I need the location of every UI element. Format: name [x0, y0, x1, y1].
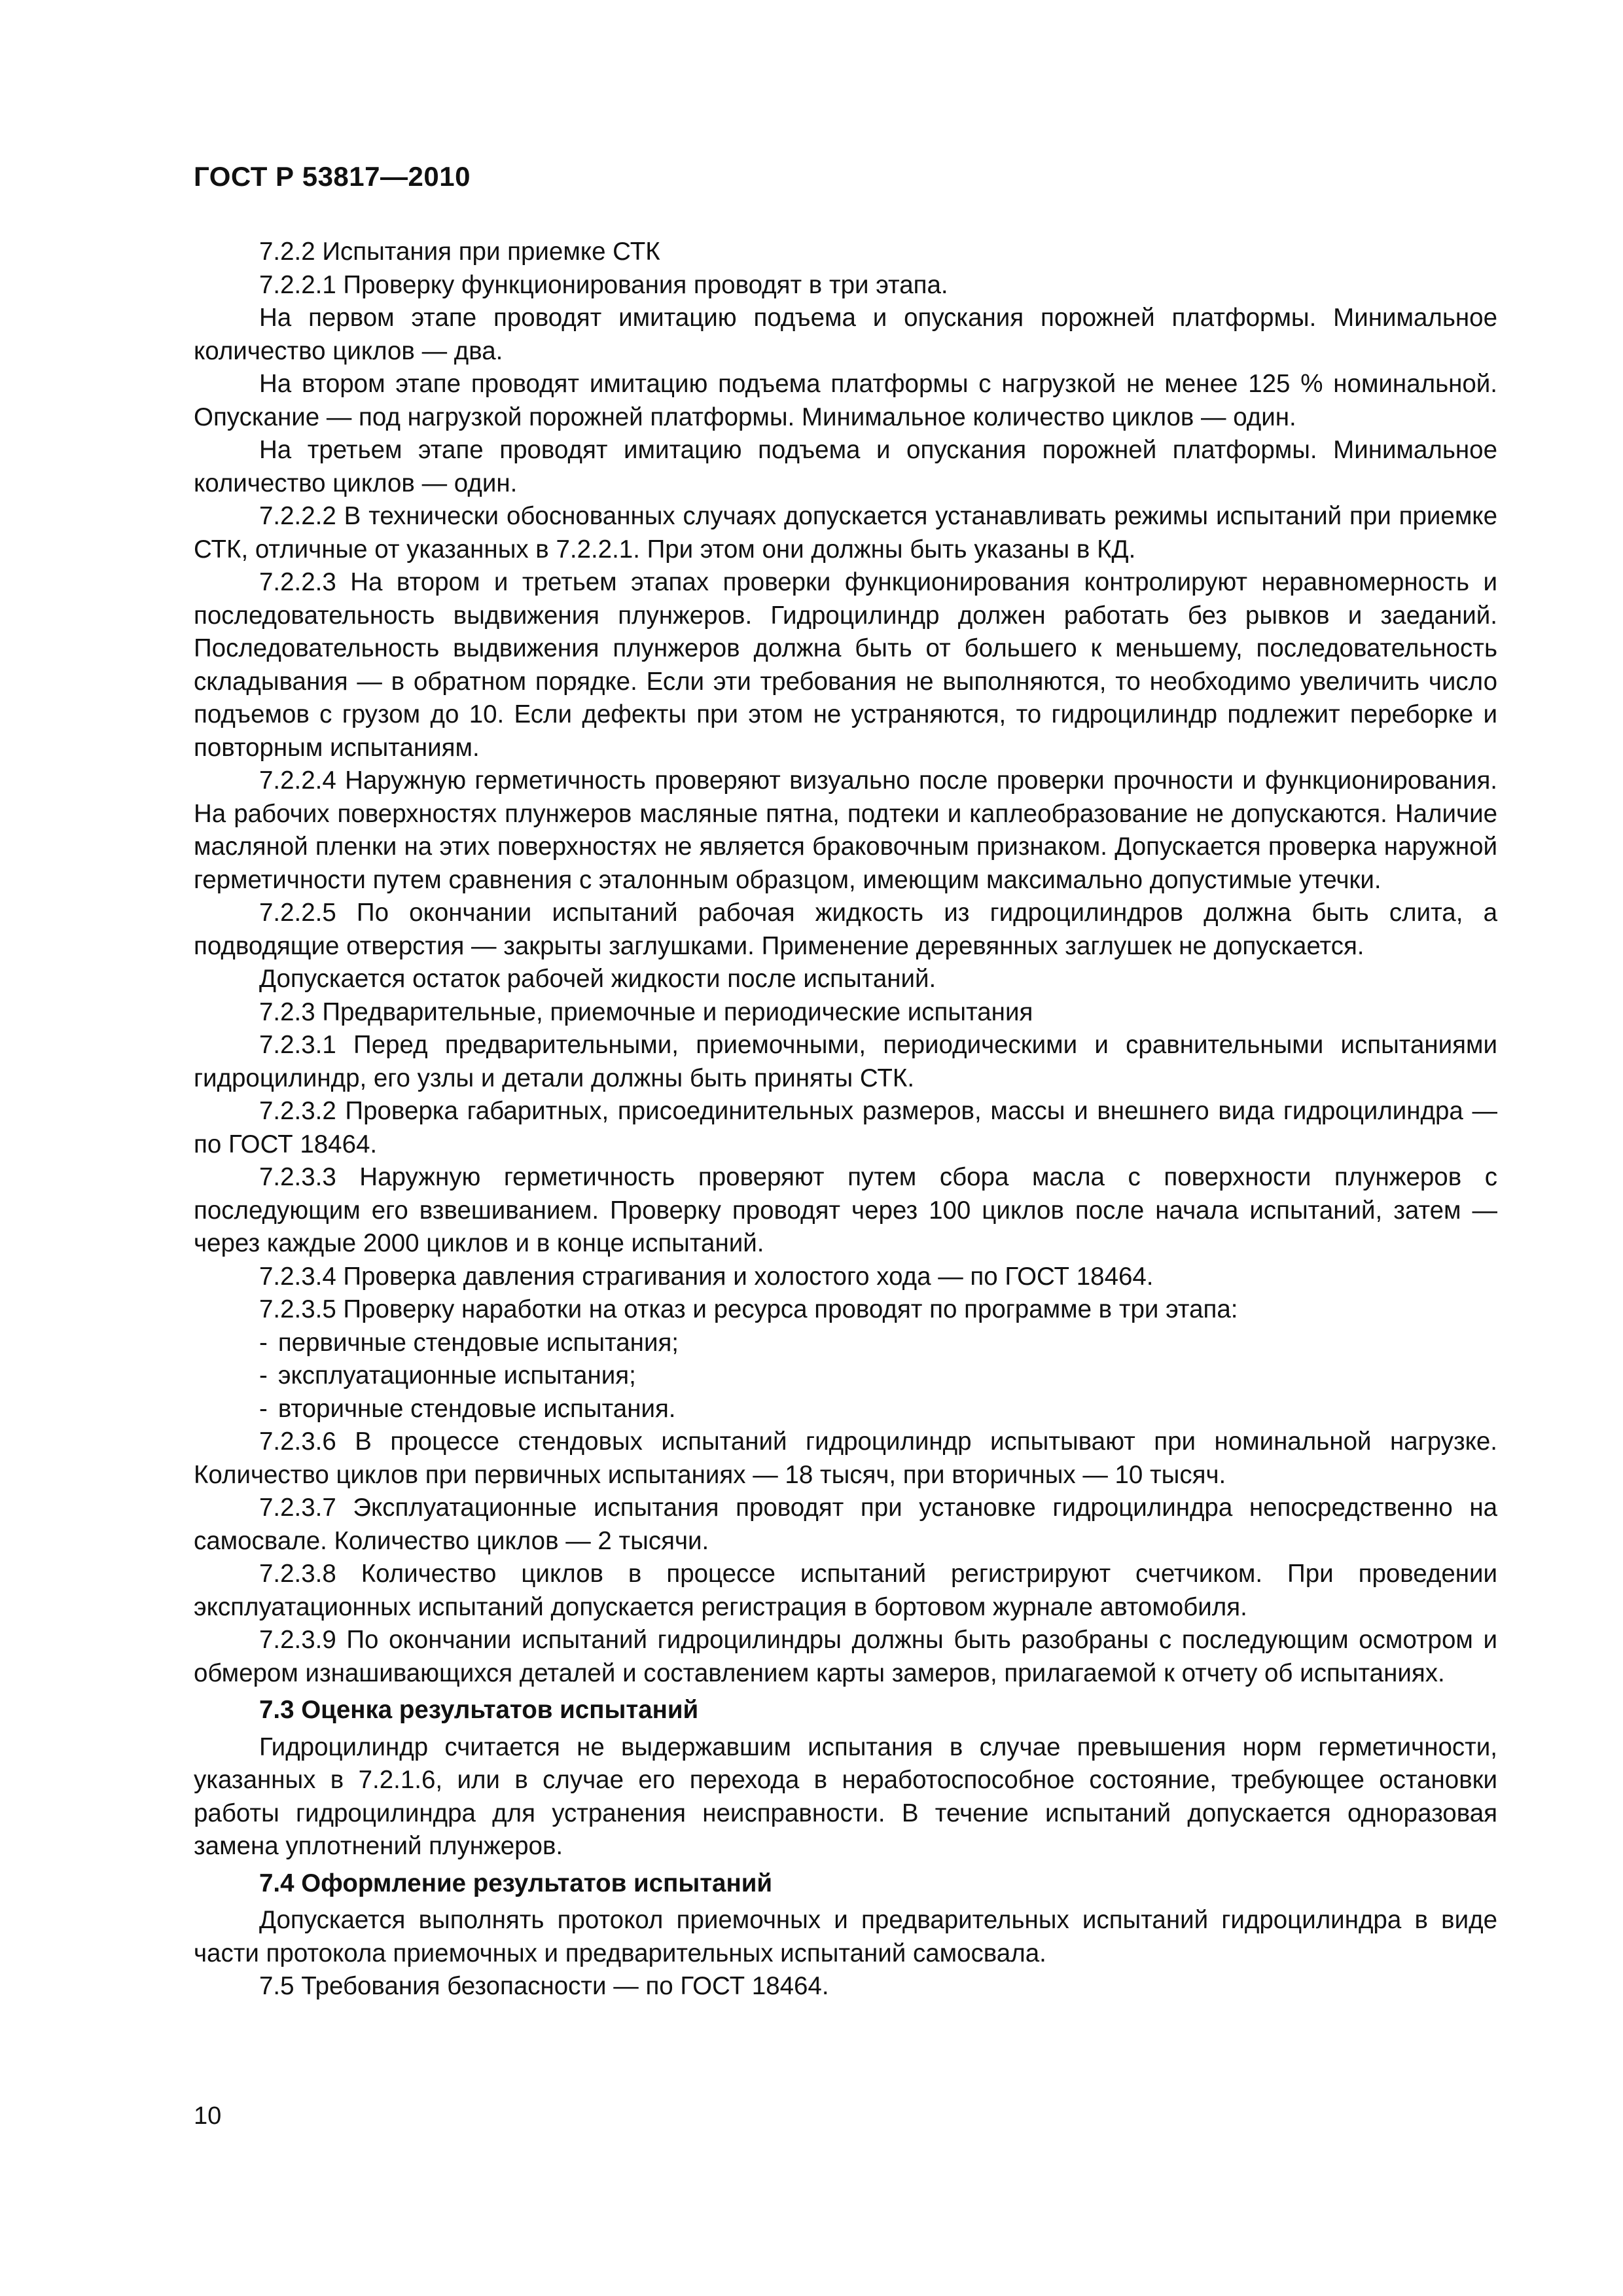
paragraph-7-2-2-2: 7.2.2.2 В технически обоснованных случаях допускается устанавливать режимы испытаний при приемке СТК, отличные от указанных в 7.2.2.1. При этом они должны быть указаны в КД. — [194, 502, 1497, 564]
section-heading-7-3: 7.3 Оценка результатов испытаний — [259, 1696, 699, 1724]
page-number: 10 — [194, 2102, 222, 2130]
stage-list — [194, 1327, 1497, 1426]
paragraph-residual-fluid: Допускается остаток рабочей жидкости после испытаний. — [259, 965, 936, 993]
paragraph-7-2-3-4: 7.2.3.4 Проверка давления страгивания и холостого хода — по ГОСТ 18464. — [259, 1262, 1154, 1291]
paragraph-stage-one: На первом этапе проводят имитацию подъема и опускания порожней платформы. Минимальное количество циклов — два. — [194, 304, 1497, 365]
section-heading-7-4: 7.4 Оформление результатов испытаний — [259, 1869, 773, 1897]
paragraph-7-2-3-3: 7.2.3.3 Наружную герметичность проверяют путем сбора масла с поверхности плунжеров с последующим его взвешиванием. Проверку проводят через 100 циклов после начала испытаний, затем — через каждые 2000 циклов и в конце испытаний. — [194, 1163, 1497, 1257]
list-item-text: вторичные стендовые испытания. — [277, 1394, 676, 1423]
paragraph-7-2-2-5: 7.2.2.5 По окончании испытаний рабочая жидкость из гидроцилиндров должна быть слита, а подводящие отверстия — закрыты заглушками. Применение деревянных заглушек не допускается. — [194, 899, 1497, 960]
paragraph-7-2-2-4: 7.2.2.4 Наружную герметичность проверяют визуально после проверки прочности и функционирования. На рабочих поверхностях плунжеров масляные пятна, подтеки и каплеобразование не допускаются. Наличие масляной пленки на этих поверхностях не является браковочным признаком. Допускается проверка наружной герметичности путем сравнения с эталонным образцом, имеющим максимально допустимые утечки. — [194, 766, 1497, 894]
list-item — [194, 1359, 1497, 1393]
list-dash: - — [259, 1328, 268, 1357]
document-body — [194, 236, 1497, 2003]
paragraph-7-2-3-6: 7.2.3.6 В процессе стендовых испытаний гидроцилиндр испытывают при номинальной нагрузке. Количество циклов при первичных испытаниях — 18 тысяч, при вторичных — 10 тысяч. — [194, 1427, 1497, 1489]
list-dash: - — [259, 1361, 268, 1390]
paragraph-7-2-3-5: 7.2.3.5 Проверку наработки на отказ и ресурса проводят по программе в три этапа: — [259, 1295, 1238, 1323]
paragraph-7-2-2: 7.2.2 Испытания при приемке СТК — [259, 238, 660, 266]
paragraph-7-2-3-9: 7.2.3.9 По окончании испытаний гидроцилиндры должны быть разобраны с последующим осмотром и обмером изнашивающихся деталей и составлением карты замеров, прилагаемой к отчету об испытаниях. — [194, 1626, 1497, 1687]
list-item-text: эксплуатационные испытания; — [277, 1361, 636, 1390]
list-dash: - — [259, 1394, 268, 1423]
paragraph-7-2-3: 7.2.3 Предварительные, приемочные и периодические испытания — [259, 997, 1033, 1026]
paragraph-7-3-body: Гидроцилиндр считается не выдержавшим испытания в случае превышения норм герметичности, указанных в 7.2.1.6, или в случае его перехода в неработоспособное состояние, требующее остановки работы гидроцилиндра для устранения неисправности. В течение испытаний допускается одноразовая замена уплотнений плунжеров. — [194, 1732, 1497, 1860]
list-item-text: первичные стендовые испытания; — [277, 1328, 679, 1357]
paragraph-stage-three: На третьем этапе проводят имитацию подъема и опускания порожней платформы. Минимальное количество циклов — один. — [194, 436, 1497, 497]
list-item — [194, 1327, 1497, 1360]
paragraph-7-5: 7.5 Требования безопасности — по ГОСТ 18464. — [259, 1972, 829, 2000]
paragraph-7-2-3-7: 7.2.3.7 Эксплуатационные испытания проводят при установке гидроцилиндра непосредственно на самосвале. Количество циклов — 2 тысячи. — [194, 1494, 1497, 1555]
paragraph-stage-two: На втором этапе проводят имитацию подъема платформы с нагрузкой не менее 125 % номинальной. Опускание — под нагрузкой порожней платформы. Минимальное количество циклов — один. — [194, 370, 1497, 431]
paragraph-7-2-2-3: 7.2.2.3 На втором и третьем этапах проверки функционирования контролируют неравномерность и последовательность выдвижения плунжеров. Гидроцилиндр должен работать без рывков и заеданий. Последовательность выдвижения плунжеров должна быть от большего к меньшему, последовательность складывания — в обратном порядке. Если эти требования не выполняются, то необходимо увеличить число подъемов с грузом до 10. Если дефекты при этом не устраняются, то гидроцилиндр подлежит переборке и повторным испытаниям. — [194, 568, 1497, 762]
paragraph-7-2-3-2: 7.2.3.2 Проверка габаритных, присоединительных размеров, массы и внешнего вида гидроцилиндра — по ГОСТ 18464. — [194, 1097, 1497, 1158]
paragraph-7-4-body: Допускается выполнять протокол приемочных и предварительных испытаний гидроцилиндра в виде части протокола приемочных и предварительных испытаний самосвала. — [194, 1906, 1497, 1967]
paragraph-7-2-2-1: 7.2.2.1 Проверку функционирования проводят в три этапа. — [259, 270, 948, 299]
document-header: ГОСТ Р 53817—2010 — [194, 161, 471, 192]
list-item — [194, 1393, 1497, 1426]
paragraph-7-2-3-8: 7.2.3.8 Количество циклов в процессе испытаний регистрируют счетчиком. При проведении эксплуатационных испытаний допускается регистрация в бортовом журнале автомобиля. — [194, 1560, 1497, 1621]
paragraph-7-2-3-1: 7.2.3.1 Перед предварительными, приемочными, периодическими и сравнительными испытаниями гидроцилиндр, его узлы и детали должны быть приняты СТК. — [194, 1031, 1497, 1092]
